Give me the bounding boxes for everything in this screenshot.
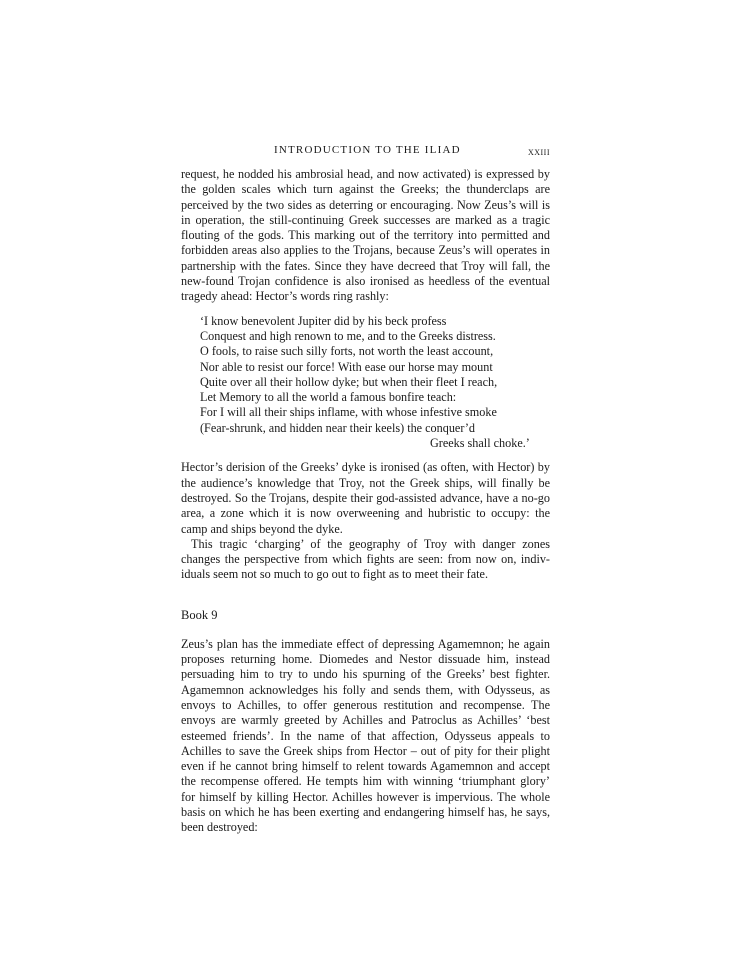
paragraph-danger-zones: This tragic ‘charging’ of the geography of Troy with danger zones changes the perspective from which fights are seen: from now on, indiv-iduals seem not so much to go out to fight as to meet their fate.	[181, 536, 550, 582]
page-number: xxiii	[527, 144, 550, 158]
verse-line: For I will all their ships inflame, with whose infestive smoke	[200, 405, 497, 420]
verse-line: O fools, to raise such silly forts, not worth the least account,	[200, 344, 494, 359]
running-head-title: INTRODUCTION TO THE ILIAD	[274, 144, 461, 156]
paragraph-book-9-summary: Zeus’s plan has the immediate effect of depressing Agamemnon; he again proposes returning home. Diomedes and Nestor dissuade him, instead persuading him to try to undo his spurning of the Greeks’ best fighter. Agamemnon acknowledges his folly and sends them, with Odysseus, as envoys to Achilles, to offer generous restitution and recompense. The envoys are warmly greeted by Achilles and Patroclus as Achilles’ ‘best esteemed friends’. In the name of that affection, Odysseus appeals to Achilles to save the Greek ships from Hector – out of pity for their plight even if he cannot bring himself to relent towards Agamemnon and accept the recompense offered. He tempts him with winning ‘triumphant glory’ for himself by killing Hector. Achilles however is impervious. The whole basis on which he has been exerting and endangering himself has, he says, been destroyed:	[181, 636, 550, 835]
verse-line: Conquest and high renown to me, and to the Greeks distress.	[200, 328, 496, 343]
verse-line: ‘I know benevolent Jupiter did by his beck profess	[200, 313, 447, 328]
paragraph-dyke-irony: Hector’s derision of the Greeks’ dyke is ironised (as often, with Hector) by the audience’s knowledge that Troy, not the Greek ships, will finally be destroyed. So the Trojans, despite their god-assisted advance, have a no-go area, a zone which it is now overweening and hubristic to occupy: the camp and ships beyond the dyke.	[181, 460, 550, 536]
book-page	[181, 143, 550, 836]
verse-line-continuation: Greeks shall choke.’	[430, 436, 530, 451]
running-head	[181, 143, 550, 159]
verse-line: Let Memory to all the world a famous bonfire teach:	[200, 390, 457, 405]
section-heading-book-9: Book 9	[181, 607, 218, 622]
paragraph-hector-rashness: request, he nodded his ambrosial head, and now activated) is expressed by the golden scales which turn against the Greeks; the thunderclaps are perceived by the two sides as deterring or encouraging. Now Zeus’s will is in operation, the still-continuing Greek successes are marked as a tragic flouting of the gods. This marking out of the territory into permitted and forbidden areas also applies to the Trojans, because Zeus’s will operates in partnership with the fates. Since they have decreed that Troy will fall, the new-found Trojan confidence is also ironised as heedless of the eventual tragedy ahead: Hector’s words ring rashly:	[181, 167, 550, 304]
verse-quotation	[200, 314, 550, 452]
verse-line: (Fear-shrunk, and hidden near their keels) the conquer’d	[200, 420, 475, 435]
verse-line: Quite over all their hollow dyke; but when their fleet I reach,	[200, 374, 498, 389]
verse-line: Nor able to resist our force! With ease our horse may mount	[200, 359, 493, 374]
